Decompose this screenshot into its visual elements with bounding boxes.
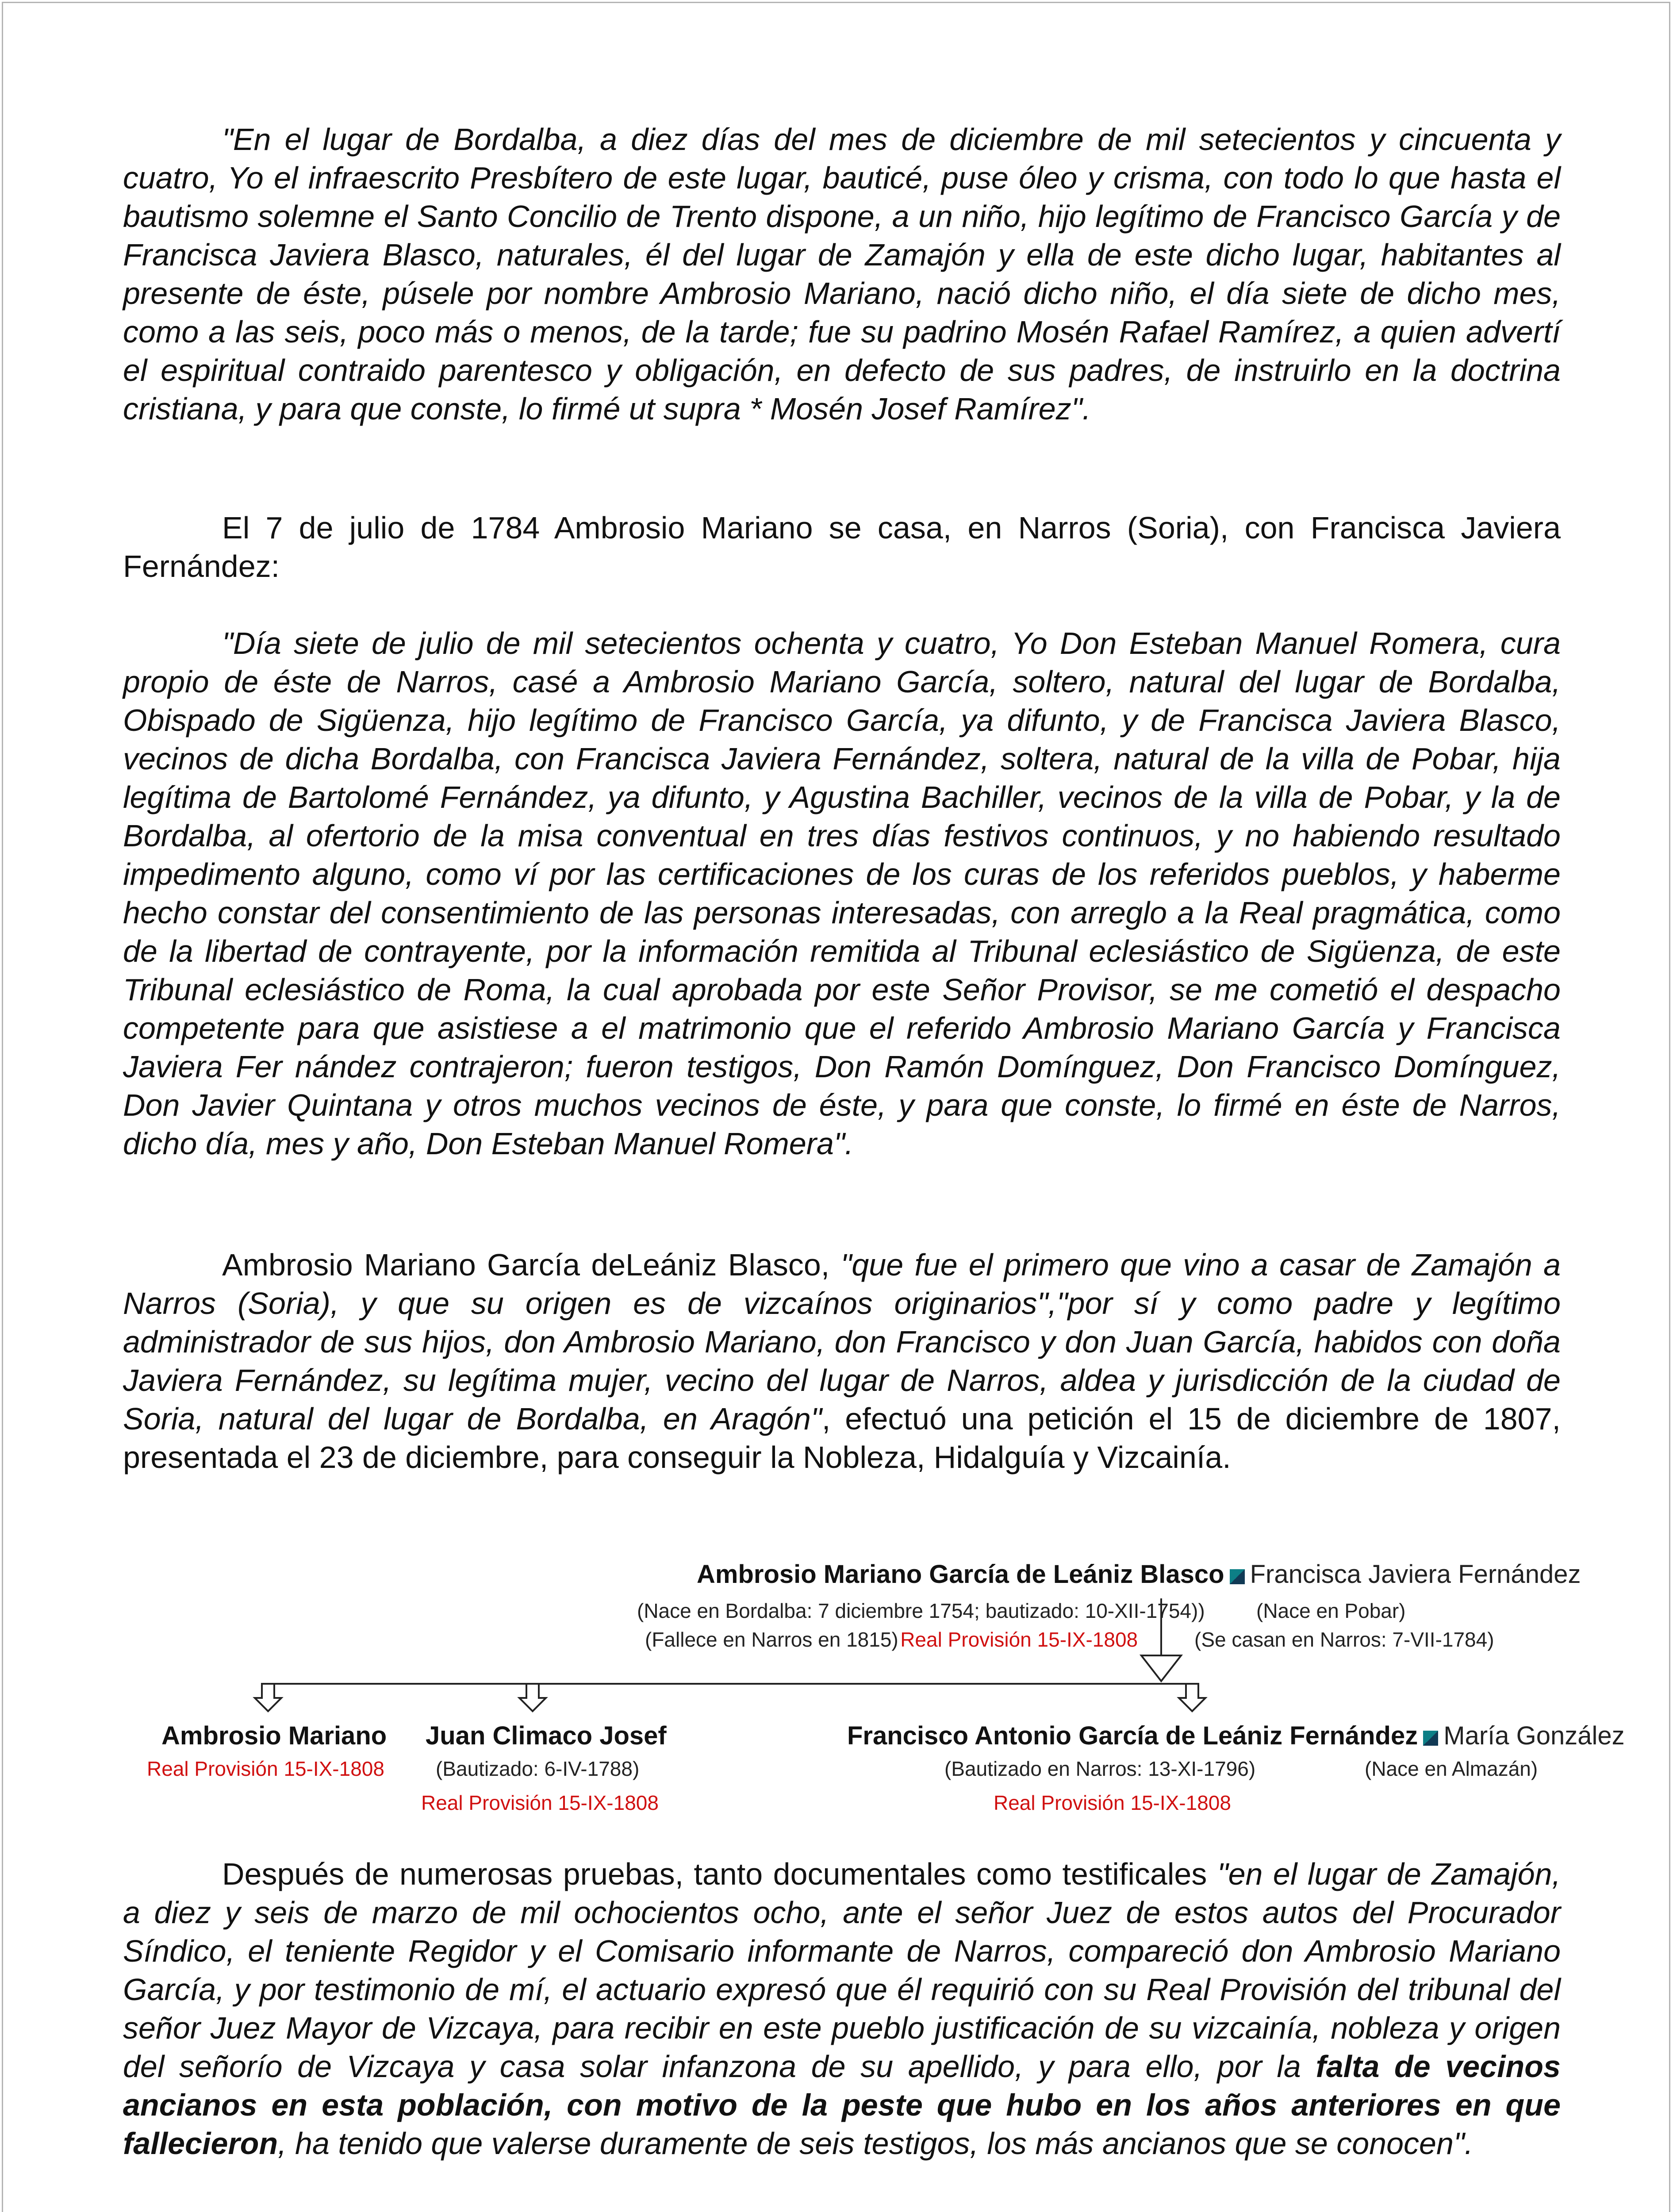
proof-paragraph	[123, 1855, 1561, 2163]
child3-spouse-birth: (Nace en Almazán)	[1365, 1757, 1538, 1780]
proof-quote-a: "en el lugar de Zamajón, a diez y seis de marzo de mil ochocientos ocho, ante el señor Juez de estos autos del Procurador Síndico, el teniente Regidor y el Comisario informante de Narros, compareció don Ambrosio Mariano García, y por testimonio de mí, el actuario expresó que él requirió con su Real Provisión del tribunal del señor Juez Mayor de Vizcaya, para recibir en este pueblo justificación de su vizcainía, nobleza y origen del señorío de Vizcaya y casa solar infanzona de su apellido, y para ello, por la	[123, 1857, 1561, 2084]
child3-spouse-name: María González	[1443, 1721, 1625, 1750]
proof-text	[123, 1855, 1561, 2163]
mother-name: Francisca Javiera Fernández	[1250, 1560, 1581, 1589]
marriage-date: (Se casan en Narros: 7-VII-1784)	[1194, 1628, 1494, 1651]
mother-birth: (Nace en Pobar)	[1256, 1599, 1406, 1622]
marriage-quote: "Día siete de julio de mil setecientos ochenta y cuatro, Yo Don Esteban Manuel Romera, cura propio de éste de Narros, casé a Ambrosio Mariano García, soltero, natural del lugar de Bordalba, Obispado de Sigüenza, hijo legítimo de Francisco García, ya difunto, y de Francisca Javiera Blasco, vecinos de dicha Bordalba, con Francisca Javiera Fernández, soltera, natural de la villa de Pobar, hija legítima de Bartolomé Fernández, ya difunto, y Agustina Bachiller, vecinos de la villa de Pobar, y la de Bordalba, al ofertorio de la misa conventual en tres días festivos continuos, y no habiendo resultado impedimento alguno, como ví por las certificaciones de los curas de los referidos pueblos, y haberme hecho constar del consentimiento de las personas interesadas, con arreglo a la Real pragmática, como de la libertad de contrayente, por la información remitida al Tribunal eclesiástico de Sigüenza, de este Tribunal eclesiástico de Roma, la cual aprobada por este Señor Provisor, se me cometió el despacho competente para que asistiese a el matrimonio que el referido Ambrosio Mariano García y Francisca Javiera Fer nández contrajeron; fueron testigos, Don Ramón Domínguez, Don Francisco Domínguez, Don Javier Quintana y otros muchos vecinos de éste, y para que conste, lo firmé en éste de Narros, dicho día, mes y año, Don Esteban Manuel Romera".	[123, 626, 1561, 1161]
father-birth: (Nace en Bordalba: 7 diciembre 1754; bautizado: 10-XII-1754))	[637, 1599, 1205, 1622]
child1-name: Ambrosio Mariano	[161, 1721, 387, 1750]
father-name: Ambrosio Mariano García de Leániz Blasco	[697, 1560, 1224, 1589]
petition-text	[123, 1246, 1561, 1477]
marriage-intro: El 7 de julio de 1784 Ambrosio Mariano se casa, en Narros (Soria), con Francisca Javiera Fernández:	[123, 511, 1561, 584]
father-provision: Real Provisión 15-IX-1808	[900, 1628, 1138, 1651]
child2-name: Juan Climaco Josef	[426, 1721, 667, 1750]
child2-baptism: (Bautizado: 6-IV-1788)	[436, 1757, 640, 1780]
proof-bold: falta de vecinos ancianos en esta población, con motivo de la peste que hubo en los años anteriores en que fallecieron	[123, 2049, 1561, 2161]
child2-provision: Real Provisión 15-IX-1808	[421, 1791, 659, 1814]
marriage-record-paragraph	[123, 624, 1561, 1163]
proof-quote-b: , ha tenido que valerse duramente de seis testigos, los más ancianos que se conocen".	[278, 2126, 1473, 2161]
baptism-record-paragraph	[123, 120, 1561, 428]
petition-tail: , efectuó una petición el 15 de diciembre de 1807, presentada el 23 de diciembre, para conseguir la Nobleza, Hidalguía y Vizcainía.	[123, 1402, 1561, 1475]
petition-quote: "que fue el primero que vino a casar de Zamajón a Narros (Soria), y que su origen es de vizcaínos originarios","por sí y como padre y legítimo administrador de sus hijos, don Ambrosio Mariano, don Francisco y don Juan García, habidos con doña Javiera Fernández, su legítima mujer, vecino del lugar de Narros, aldea y jurisdicción de la ciudad de Soria, natural del lugar de Bordalba, en Aragón"	[123, 1248, 1561, 1436]
baptism-quote: "En el lugar de Bordalba, a diez días del mes de diciembre de mil setecientos y cincuenta y cuatro, Yo el infraescrito Presbítero de este lugar, bauticé, puse óleo y crisma, con todo lo que hasta el bautismo solemne el Santo Concilio de Trento dispone, a un niño, hijo legítimo de Francisco García y de Francisca Javiera Blasco, naturales, él del lugar de Zamajón y ella de este dicho lugar, habitantes al presente de éste, púsele por nombre Ambrosio Mariano, nació dicho niño, el día siete de dicho mes, como a las seis, poco más o menos, de la tarde; fue su padrino Mosén Rafael Ramírez, a quien advertí el espiritual contraido parentesco y obligación, en defecto de sus padres, de instruirlo en la doctrina cristiana, y para que conste, lo firmé ut supra * Mosén Josef Ramírez".	[123, 122, 1561, 426]
petition-lead: Ambrosio Mariano García deLeániz Blasco,	[222, 1248, 841, 1282]
child3-baptism: (Bautizado en Narros: 13-XI-1796)	[944, 1757, 1256, 1780]
child3-provision: Real Provisión 15-IX-1808	[994, 1791, 1231, 1814]
child1-provision: Real Provisión 15-IX-1808	[147, 1757, 384, 1780]
father-death: (Fallece en Narros en 1815)	[645, 1628, 898, 1651]
marriage-intro-paragraph	[123, 509, 1561, 586]
child3-name: Francisco Antonio García de Leániz Fernández	[847, 1721, 1418, 1750]
proof-lead: Después de numerosas pruebas, tanto documentales como testificales	[222, 1857, 1217, 1891]
petition-paragraph	[123, 1246, 1561, 1477]
